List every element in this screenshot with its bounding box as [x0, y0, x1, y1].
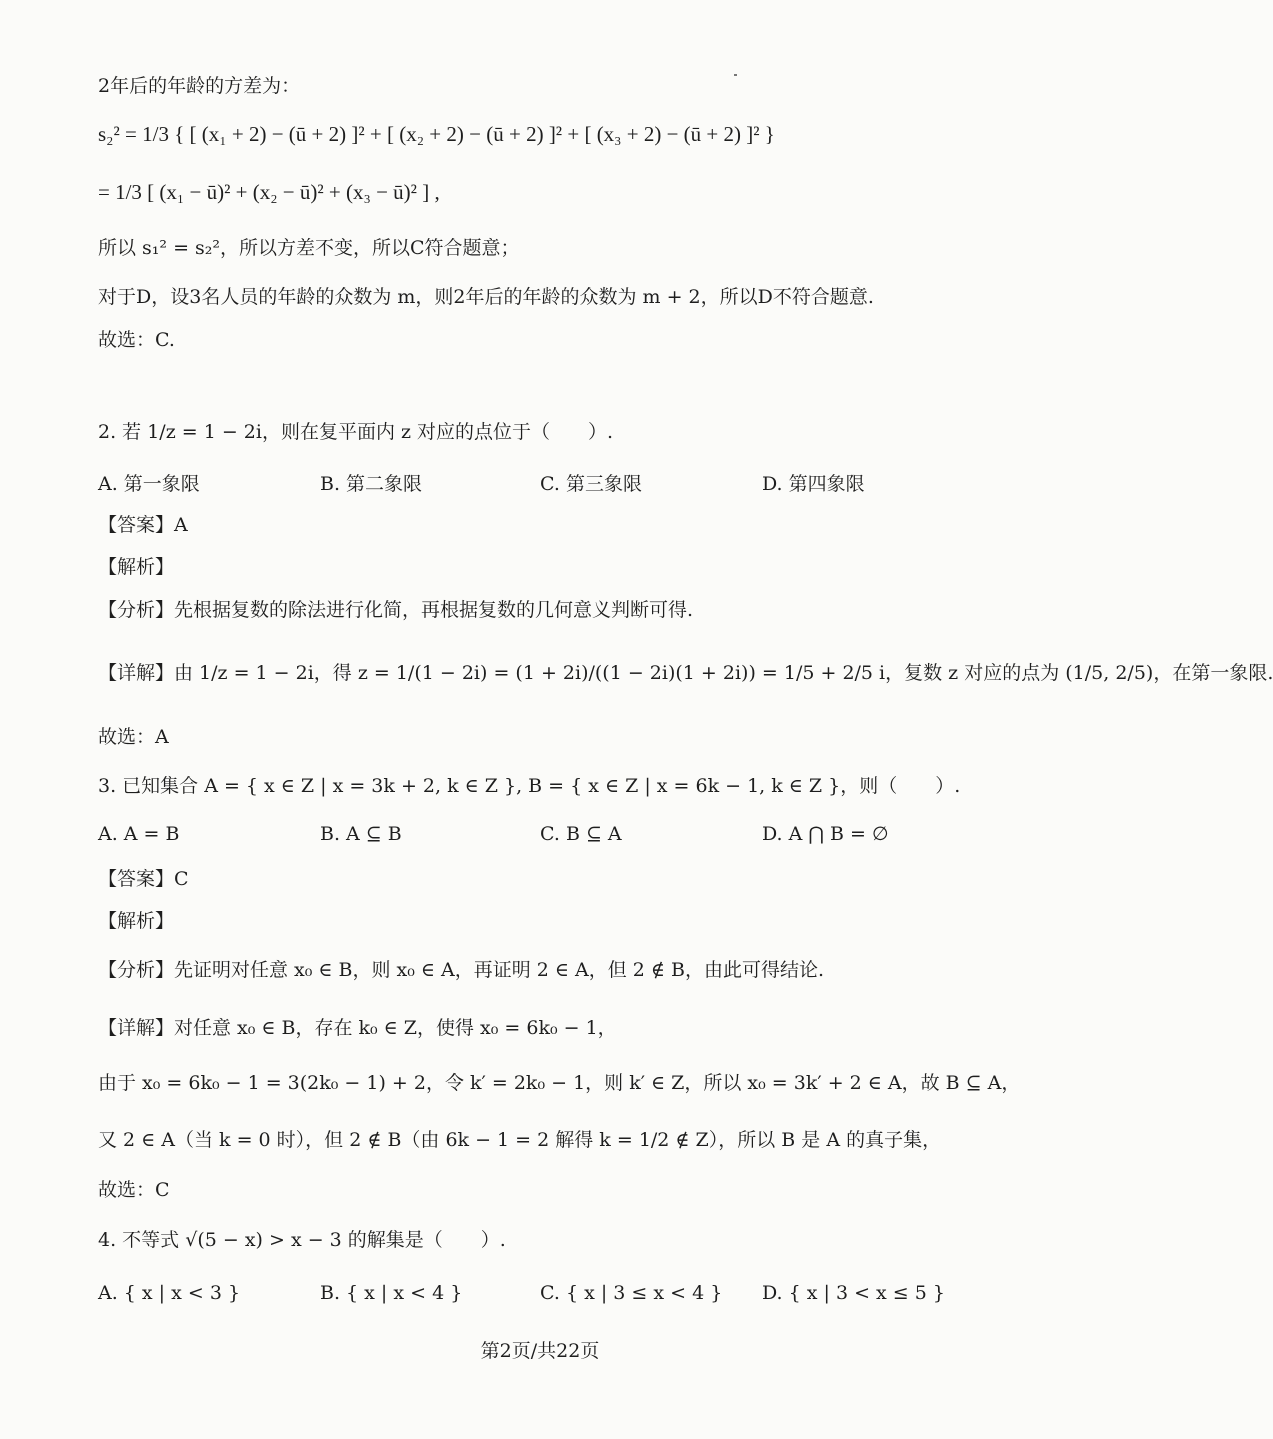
q3-detail: 【详解】对任意 x₀ ∈ B，存在 k₀ ∈ Z，使得 x₀ = 6k₀ − 1，	[98, 1017, 617, 1039]
option-d-conclusion: 对于D，设3名人员的年龄的众数为 m，则2年后的年龄的众数为 m + 2，所以D不符合题意.	[98, 286, 874, 308]
q4-option-d: D. { x | 3 < x ≤ 5 }	[762, 1282, 945, 1304]
variance-intro: 2年后的年龄的方差为：	[98, 75, 301, 97]
q3-stem: 3. 已知集合 A = { x ∈ Z | x = 3k + 2, k ∈ Z }, B = { x ∈ Z | x = 6k − 1, k ∈ Z }，则（ ）.	[98, 775, 961, 797]
speck	[734, 74, 737, 76]
q4-option-c: C. { x | 3 ≤ x < 4 }	[540, 1282, 723, 1304]
q2-analysis: 【分析】先根据复数的除法进行化简，再根据复数的几何意义判断可得.	[98, 599, 694, 621]
q4-option-b: B. { x | x < 4 }	[320, 1282, 463, 1304]
q3-detail-2: 由于 x₀ = 6k₀ − 1 = 3(2k₀ − 1) + 2，令 k′ = 2k₀ − 1，则 k′ ∈ Z，所以 x₀ = 3k′ + 2 ∈ A，故 B ⊆ A，	[98, 1072, 1021, 1094]
q3-jiexi: 【解析】	[98, 910, 175, 932]
q3-choice: 故选：C	[98, 1179, 170, 1201]
q3-option-a: A. A = B	[98, 823, 180, 845]
q2-stem: 2. 若 1/z = 1 − 2i，则在复平面内 z 对应的点位于（ ）.	[98, 421, 614, 443]
q4-stem: 4. 不等式 √(5 − x) > x − 3 的解集是（ ）.	[98, 1229, 506, 1251]
q2-option-c: C. 第三象限	[540, 473, 642, 495]
variance-formula-2: = 1/3 [ (x₁ − ū)² + (x₂ − ū)² + (x₃ − ū)² ] ,	[98, 180, 440, 204]
page-footer: 第2页/共22页	[480, 1340, 600, 1362]
q3-option-c: C. B ⊆ A	[540, 823, 622, 845]
q3-detail-3: 又 2 ∈ A（当 k = 0 时），但 2 ∉ B（由 6k − 1 = 2 解得 k = 1/2 ∉ Z），所以 B 是 A 的真子集，	[98, 1129, 942, 1151]
q2-option-d: D. 第四象限	[762, 473, 865, 495]
q3-answer: 【答案】C	[98, 868, 189, 890]
q2-jiexi: 【解析】	[98, 556, 175, 578]
q3-option-d: D. A ⋂ B = ∅	[762, 823, 889, 845]
variance-formula-1: s₂² = 1/3 { [ (x₁ + 2) − (ū + 2) ]² + [ (x₂ + 2) − (ū + 2) ]² + [ (x₃ + 2) − (ū + 2) ]² }	[98, 122, 775, 146]
option-c-conclusion: 所以 s₁² = s₂²，所以方差不变，所以C符合题意；	[98, 237, 520, 259]
q2-option-b: B. 第二象限	[320, 473, 423, 495]
q2-detail: 【详解】由 1/z = 1 − 2i，得 z = 1/(1 − 2i) = (1 + 2i)/((1 − 2i)(1 + 2i)) = 1/5 + 2/5 i，复数 z 对应的点为 (1/5, 2/5)，在第一象限.	[98, 662, 1273, 684]
q1-choice: 故选：C.	[98, 329, 175, 351]
q2-option-a: A. 第一象限	[98, 473, 200, 495]
q3-option-b: B. A ⊆ B	[320, 823, 402, 845]
q3-analysis: 【分析】先证明对任意 x₀ ∈ B，则 x₀ ∈ A，再证明 2 ∈ A，但 2 ∉ B，由此可得结论.	[98, 959, 824, 981]
q2-answer: 【答案】A	[98, 514, 188, 536]
q4-option-a: A. { x | x < 3 }	[98, 1282, 241, 1304]
q2-choice: 故选：A	[98, 726, 169, 748]
